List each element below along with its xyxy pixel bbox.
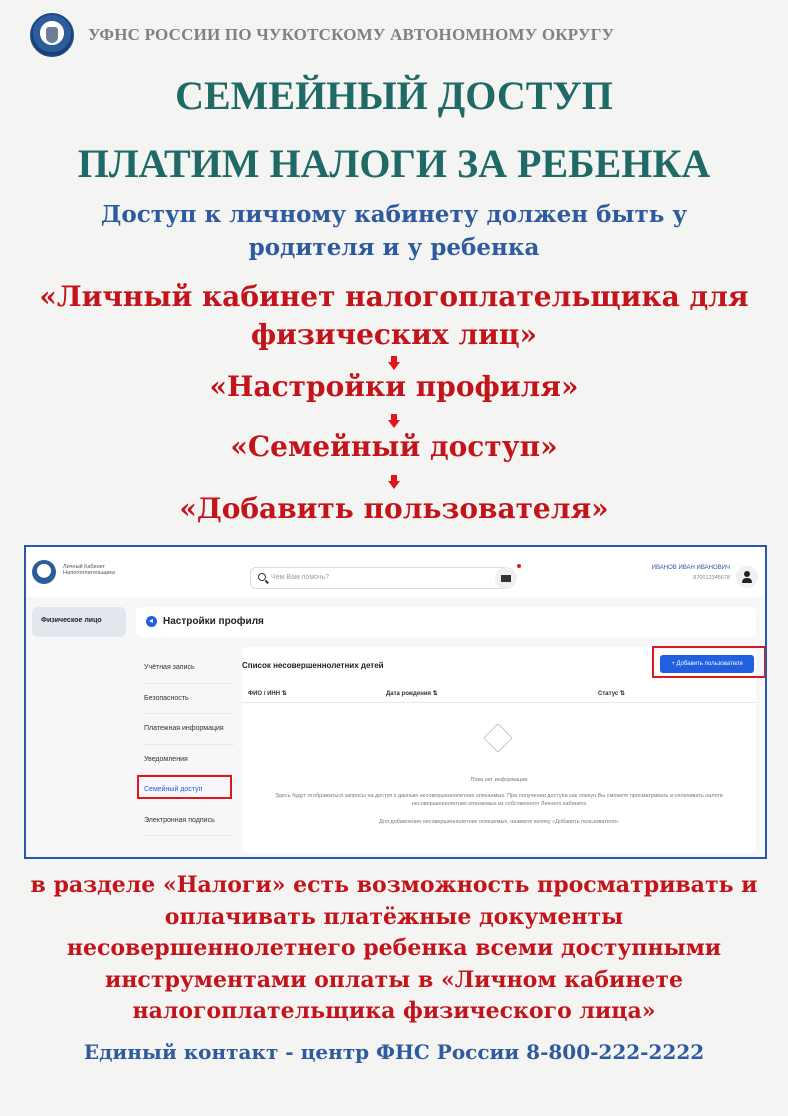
user-name[interactable]: ИВАНОВ ИВАН ИВАНОВИЧ: [651, 565, 730, 571]
panel-header: [136, 607, 756, 637]
menu-item-e-signature[interactable]: Электронная подпись: [144, 806, 234, 837]
topbar: [26, 547, 765, 597]
menu-item-payment[interactable]: Платежная информация: [144, 714, 234, 745]
search-input[interactable]: [250, 567, 512, 589]
step-personal-account: «Личный кабинет налогоплательщика для физических лиц»: [39, 280, 749, 351]
search-placeholder: Чем Вам помочь?: [271, 574, 330, 581]
back-arrow-icon[interactable]: [146, 616, 157, 627]
settings-menu: [144, 653, 234, 836]
messages-button[interactable]: [495, 567, 517, 589]
column-status[interactable]: Статус ⇅: [598, 691, 625, 697]
empty-state-description: Здесь будут отображаться запросы на доступ к данным несовершеннолетних опекаемых. При получении доступа как опекун Вы сможете просматривать и оплачивать налоги несовершеннолетних опекаемых из собственного Личного кабинета: [275, 793, 723, 807]
table-header: [242, 683, 756, 703]
tab-individual[interactable]: Физическое лицо: [32, 607, 126, 637]
empty-state-hint: Для добавления несовершеннолетних опекаемых, нажмите кнопку «Добавить пользователя»: [379, 819, 619, 825]
menu-item-notifications[interactable]: Уведомления: [144, 745, 234, 776]
search-icon: [258, 573, 266, 581]
empty-box-icon: [483, 723, 512, 752]
contact-center: Единый контакт - центр ФНС России 8-800-222-2222: [83, 1040, 705, 1064]
column-birth-date[interactable]: Дата рождения ⇅: [386, 691, 438, 697]
panel-title: Настройки профиля: [163, 616, 264, 627]
secondary-title: ПЛАТИМ НАЛОГИ ЗА РЕБЕНКА: [77, 141, 711, 186]
arrow-down-icon: [388, 475, 400, 489]
main-title: СЕМЕЙНЫЙ ДОСТУП: [175, 73, 613, 118]
arrow-down-icon: [388, 414, 400, 428]
mail-icon: [501, 575, 511, 582]
column-name-inn[interactable]: ФИО / ИНН ⇅: [248, 691, 287, 697]
user-inn: 870012345678: [693, 575, 730, 581]
highlight-family-access: [137, 775, 232, 799]
list-title: Список несовершеннолетних детей: [242, 661, 384, 670]
step-profile-settings: «Настройки профиля»: [209, 370, 579, 403]
menu-item-security[interactable]: Безопасность: [144, 684, 234, 715]
cabinet-screenshot: [24, 545, 767, 859]
highlight-add-user: [652, 646, 766, 678]
org-name: УФНС РОССИИ ПО ЧУКОТСКОМУ АВТОНОМНОМУ ОКРУГУ: [88, 25, 615, 44]
user-avatar-icon[interactable]: [736, 566, 758, 588]
taxes-section-note: в разделе «Налоги» есть возможность просматривать и оплачивать платёжные документы несовершеннолетнего ребенка всеми доступными инструментами оплаты в «Личном кабинете налогоплательщика физического лица»: [30, 872, 758, 1024]
fns-emblem-icon: [30, 13, 74, 57]
notification-dot: [517, 564, 521, 568]
menu-item-family-access[interactable]: Семейный доступ: [144, 786, 203, 793]
step-family-access: «Семейный доступ»: [230, 430, 558, 463]
menu-item-account[interactable]: Учётная запись: [144, 653, 234, 684]
cabinet-logo-text: Личный Кабинет Налогоплательщика: [63, 564, 116, 576]
empty-state-title: Пока нет информации: [470, 777, 528, 783]
cabinet-logo-icon[interactable]: [32, 560, 56, 584]
add-user-button[interactable]: + Добавить пользователя: [660, 655, 754, 673]
header: [30, 12, 614, 58]
subtitle: Доступ к личному кабинету должен быть у родителя и у ребенка: [100, 201, 688, 261]
step-add-user: «Добавить пользователя»: [179, 492, 609, 525]
